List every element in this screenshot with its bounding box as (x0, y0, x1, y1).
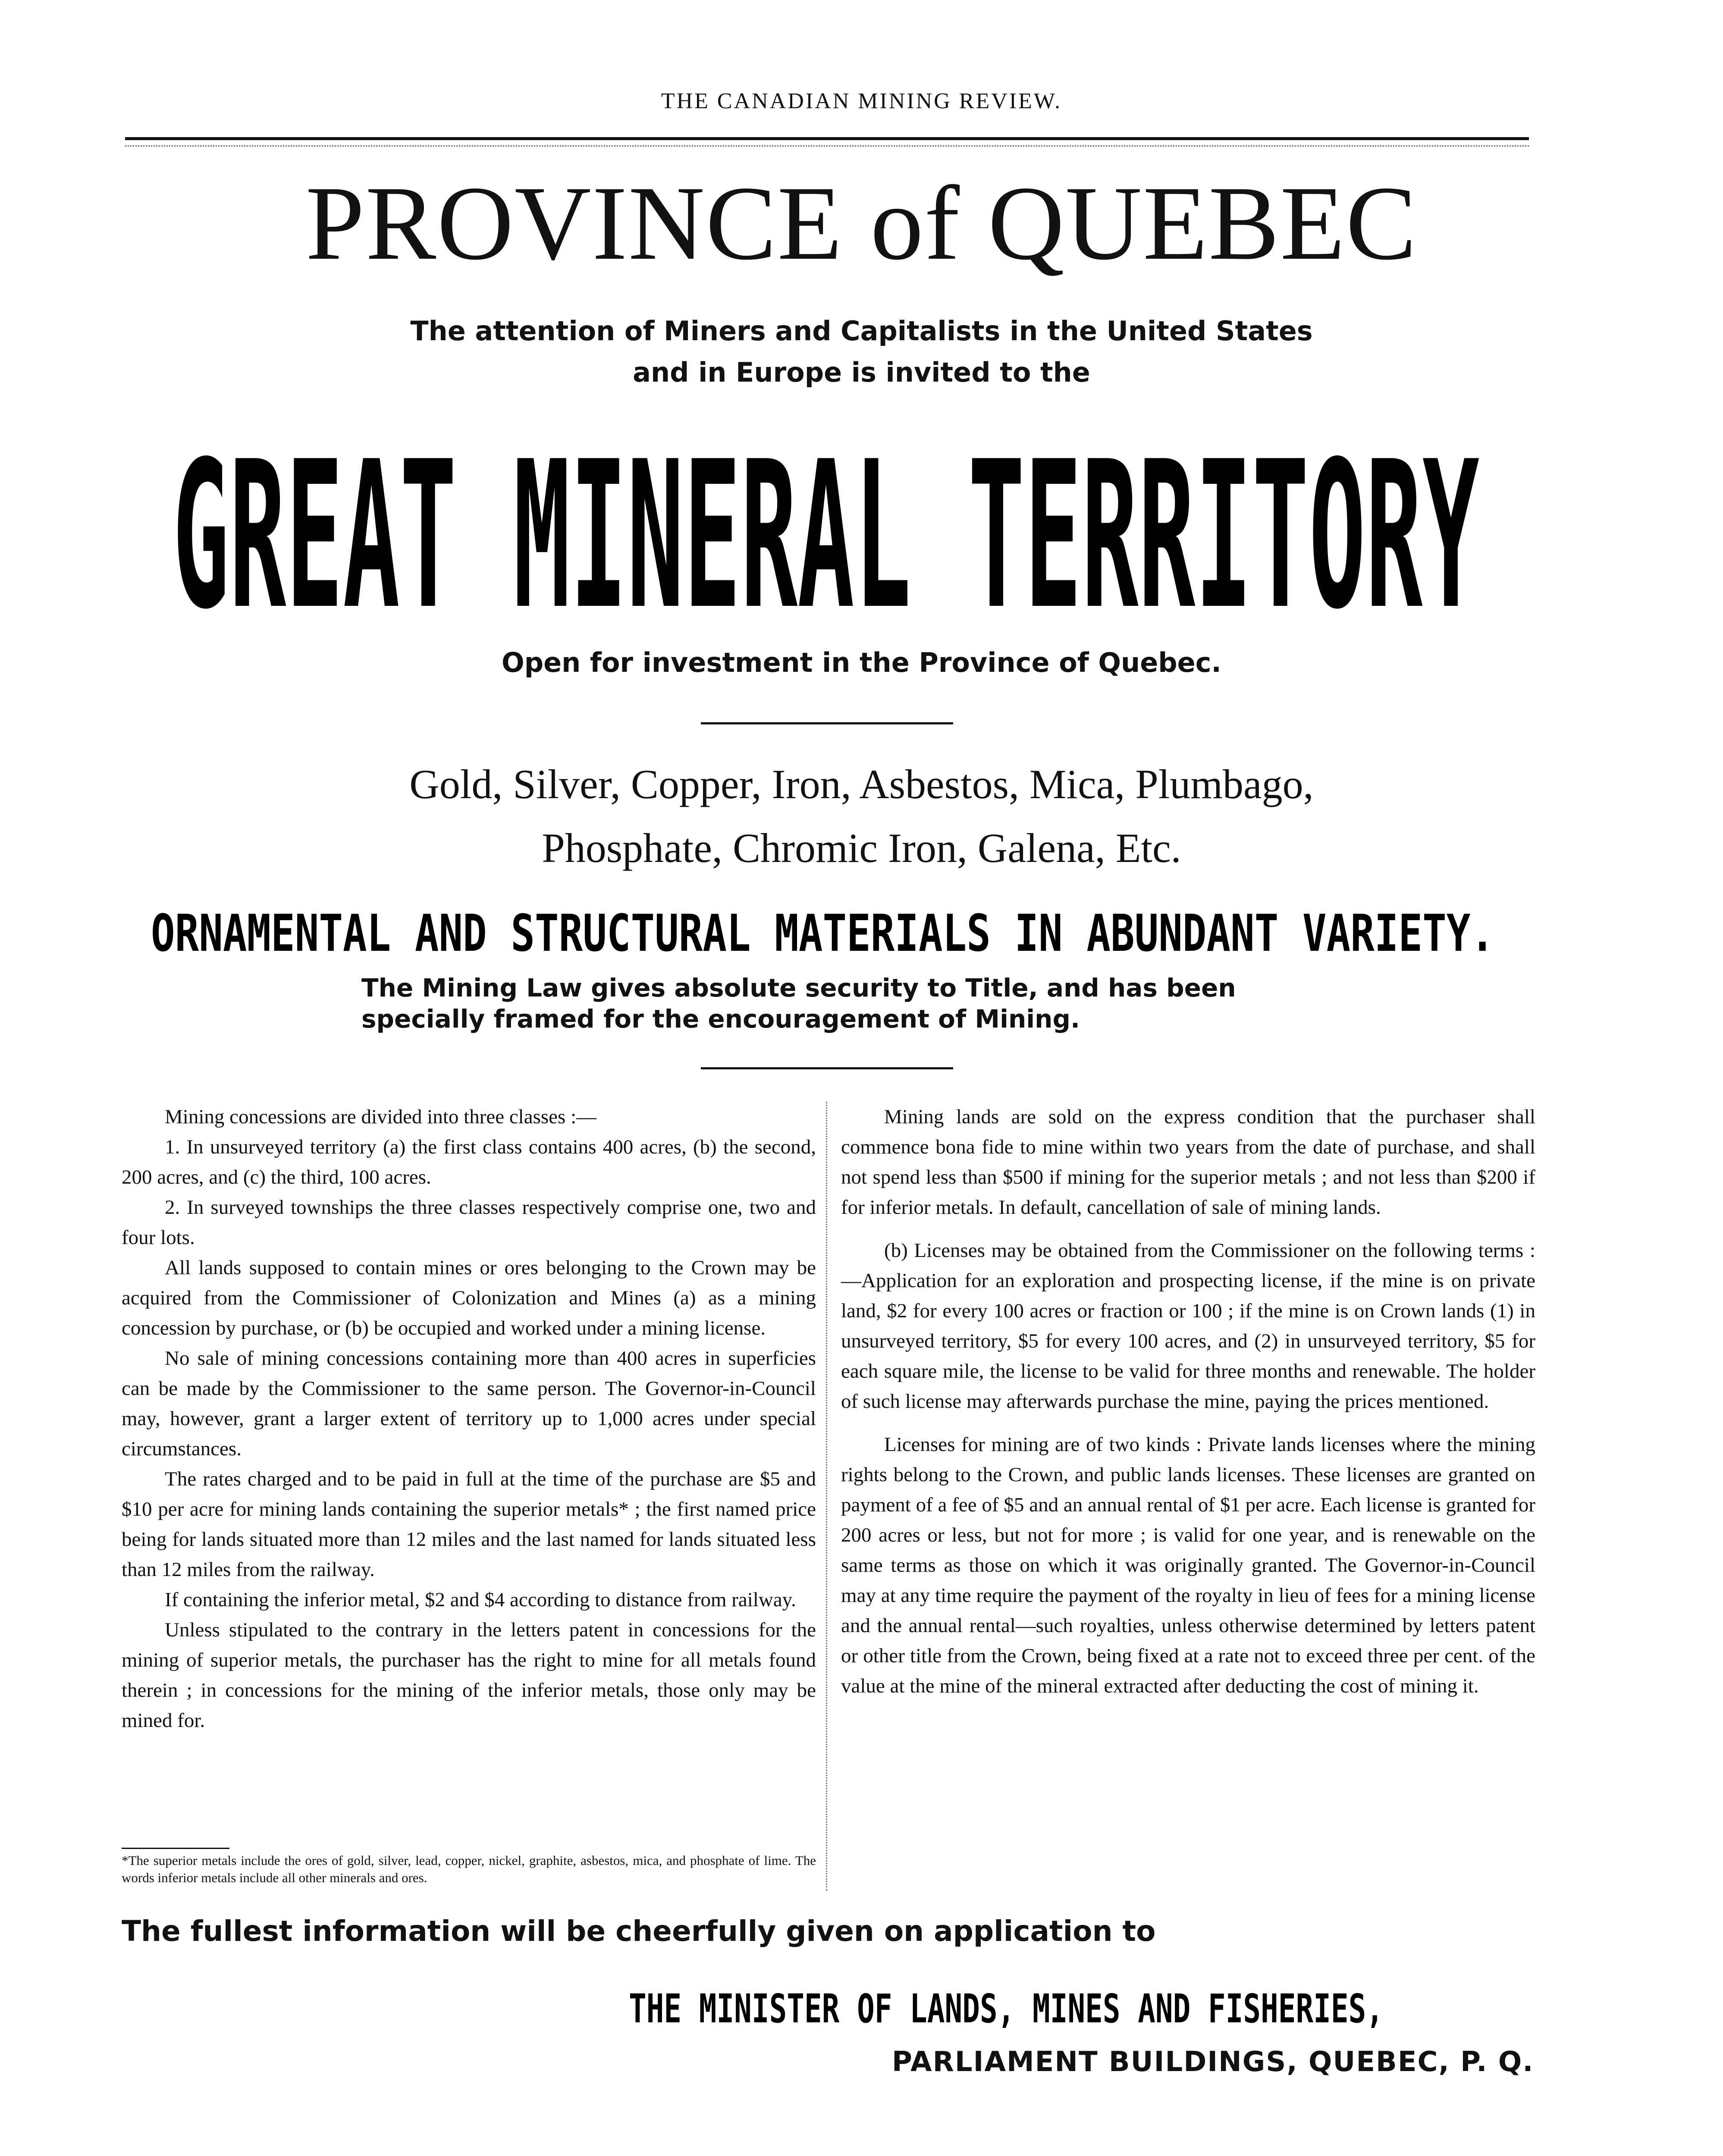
running-head: THE CANADIAN MINING REVIEW. (661, 89, 1062, 113)
page-title: PROVINCE of QUEBEC (305, 165, 1418, 282)
invitation-line-2: and in Europe is invited to the (633, 357, 1090, 388)
information-line: The fullest information will be cheerfully given on application to (122, 1915, 1156, 1948)
minister-text: THE MINISTER OF LANDS, MINES AND FISHERIES, (629, 1986, 1384, 2029)
right-paragraph: Licenses for mining are of two kinds : Private lands licenses where the mining rights belong to the Crown, and public lands licenses. These licenses are granted on payment of a fee of $5 and an annual rental of $1 per acre. Each license is granted for 200 acres or less, but not for more ; is valid for one year, and is renewable on the same terms as those on which it was originally granted. The Governor-in-Council may at any time require the payment of the royalty in lieu of fees for a mining license and the annual rental—such royalties, unless otherwise determined by letters patent or other title from the Crown, being fixed at a rate not to exceed three per cent. of the value at the mine of the mineral extracted after deducting the cost of mining it. (841, 1433, 1535, 1697)
right-paragraph: (b) Licenses may be obtained from the Commissioner on the following terms :—Application for an exploration and prospecting license, if the mine is on private land, $2 for every 100 acres or fraction or 100 ; if the mine is on Crown lands (1) in unsurveyed territory, $5 for every 100 acres, and (2) in unsurveyed territory, $5 for each square mile, the license to be valid for three months and renewable. The holder of such license may afterwards purchase the mine, paying the prices mentioned. (841, 1239, 1535, 1413)
header-rule (125, 137, 1529, 140)
right-column (841, 1102, 1535, 1701)
law-note-line-2: specially framed for the encouragement of Mining. (361, 1004, 1080, 1034)
headline-banner (0, 436, 1723, 617)
left-paragraph: If containing the inferior metal, $2 and $4 according to distance from railway. (165, 1589, 796, 1611)
law-note-line-1: The Mining Law gives absolute security to Title, and has been (361, 973, 1236, 1003)
left-paragraph: No sale of mining concessions containing more than 400 acres in superficies can be made by the Commissioner to the same person. The Governor-in-Council may, however, grant a larger extent of territory up to 1,000 acres under special circumstances. (122, 1347, 816, 1460)
materials-text: ORNAMENTAL AND STRUCTURAL MATERIALS IN ABUNDANT VARIETY. (151, 903, 1494, 963)
left-paragraph: 1. In unsurveyed territory (a) the first class contains 400 acres, (b) the second, 200 acres, and (c) the third, 100 acres. (122, 1136, 816, 1188)
invitation-line-1: The attention of Miners and Capitalists in the United States (410, 315, 1313, 347)
left-column (122, 1102, 816, 1736)
left-paragraph: Unless stipulated to the contrary in the letters patent in concessions for the mining of superior metals, the purchaser has the right to mine for all metals found therein ; in concessions for the mining of the inferior metals, those only may be mined for. (122, 1619, 816, 1732)
mineral-list (0, 752, 1723, 880)
footnote-rule (122, 1848, 229, 1849)
mineral-list-line-2: Phosphate, Chromic Iron, Galena, Etc. (542, 825, 1181, 871)
left-paragraph: The rates charged and to be paid in full at the time of the purchase are $5 and $10 per acre for mining lands containing the superior metals* ; the first named price being for lands situated more than 12 miles and the last named for lands situated less than 12 miles from the railway. (122, 1468, 816, 1581)
section-rule (701, 1067, 953, 1069)
mineral-list-line-1: Gold, Silver, Copper, Iron, Asbestos, Mica, Plumbago, (409, 761, 1314, 807)
column-divider (826, 1102, 827, 1891)
header-dotted-rule (125, 145, 1529, 147)
invitation-text (0, 310, 1723, 393)
address-line: PARLIAMENT BUILDINGS, QUEBEC, P. Q. (892, 2046, 1534, 2078)
materials-banner (0, 897, 1723, 966)
headline-text: GREAT MINERAL TERRITORY (173, 436, 1480, 617)
footnote: *The superior metals include the ores of gold, silver, lead, copper, nickel, graphite, asbestos, mica, and phosphate of lime. The words inferior metals include all other minerals and ores. (122, 1853, 816, 1885)
section-rule (701, 722, 953, 724)
left-paragraph: Mining concessions are divided into three classes :— (165, 1106, 597, 1128)
left-paragraph: 2. In surveyed townships the three classes respectively comprise one, two and four lots. (122, 1196, 816, 1249)
right-paragraph: Mining lands are sold on the express condition that the purchaser shall commence bona fide to mine within two years from the date of purchase, and shall not spend less than $500 if mining for the superior metals ; and not less than $200 if for inferior metals. In default, cancellation of sale of mining lands. (841, 1106, 1535, 1219)
open-for-investment: Open for investment in the Province of Quebec. (502, 647, 1221, 678)
left-paragraph: All lands supposed to contain mines or ores belonging to the Crown may be acquired from the Commissioner of Colonization and Mines (a) as a mining concession by purchase, or (b) be occupied and worked under a mining license. (122, 1257, 816, 1339)
mining-law-note (361, 972, 1397, 1034)
minister-banner (629, 1981, 1664, 2029)
